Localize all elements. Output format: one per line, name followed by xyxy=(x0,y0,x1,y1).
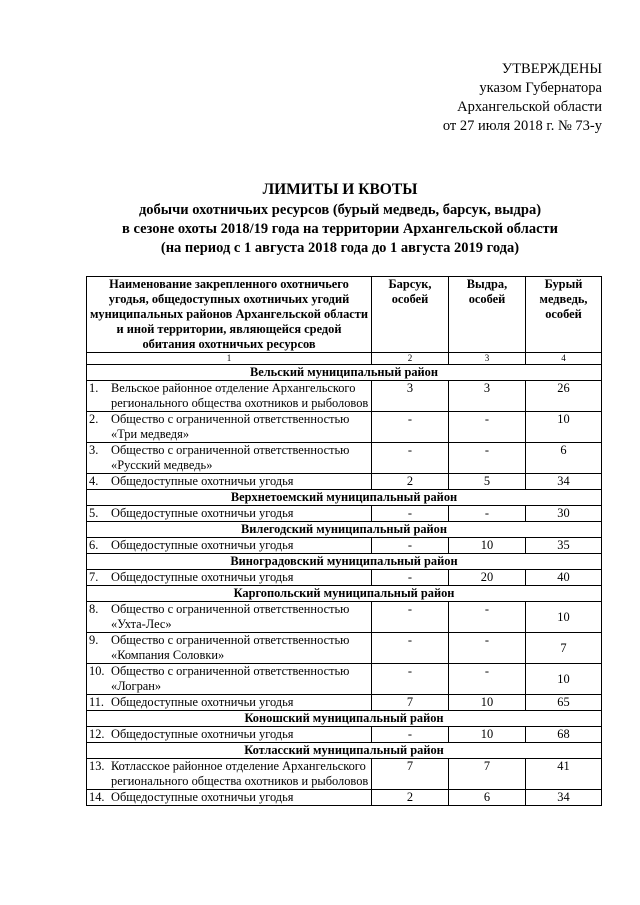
badger-quota: - xyxy=(372,602,449,633)
table-row xyxy=(87,759,602,790)
bear-quota: 7 xyxy=(526,633,602,664)
hunting-ground-cell xyxy=(87,695,372,711)
badger-quota: 7 xyxy=(372,759,449,790)
approval-line-4: от 27 июля 2018 г. № 73-у xyxy=(442,118,602,134)
table-row xyxy=(87,570,602,586)
approval-line-3: Архангельской области xyxy=(457,99,602,115)
otter-quota: - xyxy=(449,664,526,695)
badger-quota: - xyxy=(372,412,449,443)
district-row xyxy=(87,554,602,570)
otter-quota: 10 xyxy=(449,695,526,711)
hunting-ground-cell xyxy=(87,538,372,554)
hunting-ground-name: Общедоступные охотничьи угодья xyxy=(111,727,294,741)
otter-quota: 10 xyxy=(449,538,526,554)
table-row xyxy=(87,506,602,522)
district-row xyxy=(87,365,602,381)
hunting-ground-cell xyxy=(87,602,372,633)
title-line-3: в сезоне охоты 2018/19 года на территории Архангельской области xyxy=(122,221,558,237)
bear-quota: 6 xyxy=(526,443,602,474)
badger-quota: 2 xyxy=(372,474,449,490)
table-row xyxy=(87,727,602,743)
row-number: 11. xyxy=(89,695,105,709)
district-name: Котласский муниципальный район xyxy=(87,743,602,759)
district-row xyxy=(87,743,602,759)
badger-quota: - xyxy=(372,570,449,586)
header-name: Наименование закрепленного охотничьего угодья, общедоступных охотничьих угодий муниципальных районов Архангельской области и иной территории, являющейся средой обитания охотничьих ресурсов xyxy=(87,277,372,353)
otter-quota: - xyxy=(449,506,526,522)
hunting-ground-cell xyxy=(87,759,372,790)
otter-quota: - xyxy=(449,443,526,474)
row-number: 13. xyxy=(89,759,105,773)
badger-quota: 2 xyxy=(372,790,449,806)
title-main: ЛИМИТЫ И КВОТЫ xyxy=(262,181,418,198)
title-line-2: добычи охотничьих ресурсов (бурый медведь, барсук, выдра) xyxy=(138,202,542,218)
badger-quota: 3 xyxy=(372,381,449,412)
otter-quota: 6 xyxy=(449,790,526,806)
table-row xyxy=(87,633,602,664)
hunting-ground-cell xyxy=(87,664,372,695)
document-title xyxy=(80,180,600,258)
bear-quota: 68 xyxy=(526,727,602,743)
hunting-ground-cell xyxy=(87,506,372,522)
hunting-ground-cell xyxy=(87,443,372,474)
row-number: 9. xyxy=(89,633,99,647)
table-row xyxy=(87,602,602,633)
approval-line-2: указом Губернатора xyxy=(479,80,602,96)
badger-quota: - xyxy=(372,727,449,743)
hunting-ground-cell xyxy=(87,381,372,412)
badger-quota: - xyxy=(372,664,449,695)
approval-line-1: УТВЕРЖДЕНЫ xyxy=(501,61,602,77)
badger-quota: - xyxy=(372,633,449,664)
row-number: 6. xyxy=(89,538,99,552)
bear-quota: 34 xyxy=(526,790,602,806)
district-name: Верхнетоемский муниципальный район xyxy=(87,490,602,506)
district-row xyxy=(87,522,602,538)
bear-quota: 10 xyxy=(526,602,602,633)
otter-quota: 5 xyxy=(449,474,526,490)
column-number: 3 xyxy=(449,353,526,365)
otter-quota: 20 xyxy=(449,570,526,586)
row-number: 5. xyxy=(89,506,99,520)
row-number: 1. xyxy=(89,381,99,395)
bear-quota: 34 xyxy=(526,474,602,490)
table-row xyxy=(87,474,602,490)
table-row xyxy=(87,443,602,474)
hunting-ground-name: Общедоступные охотничьи угодья xyxy=(111,506,294,520)
row-number: 14. xyxy=(89,790,105,804)
hunting-ground-name: Общедоступные охотничьи угодья xyxy=(111,695,294,709)
hunting-ground-cell xyxy=(87,633,372,664)
hunting-ground-cell xyxy=(87,727,372,743)
bear-quota: 30 xyxy=(526,506,602,522)
table-body xyxy=(87,365,602,806)
hunting-ground-name: Общество с ограниченной ответственностью «Компания Соловки» xyxy=(111,633,350,662)
table-row xyxy=(87,538,602,554)
hunting-ground-cell xyxy=(87,570,372,586)
otter-quota: - xyxy=(449,633,526,664)
row-number: 10. xyxy=(89,664,105,678)
badger-quota: - xyxy=(372,443,449,474)
hunting-ground-name: Вельское районное отделение Архангельского регионального общества охотников и рыболовов xyxy=(111,381,369,410)
hunting-ground-name: Общество с ограниченной ответственностью «Ухта-Лес» xyxy=(111,602,350,631)
table-row xyxy=(87,412,602,443)
bear-quota: 10 xyxy=(526,664,602,695)
hunting-ground-name: Общедоступные охотничьи угодья xyxy=(111,790,294,804)
header-bear: Бурый медведь, особей xyxy=(526,277,602,353)
badger-quota: 7 xyxy=(372,695,449,711)
bear-quota: 35 xyxy=(526,538,602,554)
row-number: 12. xyxy=(89,727,105,741)
hunting-ground-cell xyxy=(87,790,372,806)
badger-quota: - xyxy=(372,506,449,522)
row-number: 7. xyxy=(89,570,99,584)
district-name: Каргопольский муниципальный район xyxy=(87,586,602,602)
district-row xyxy=(87,586,602,602)
district-row xyxy=(87,490,602,506)
approval-block xyxy=(443,60,602,136)
hunting-ground-name: Котласское районное отделение Архангельского регионального общества охотников и рыболовов xyxy=(111,759,369,788)
otter-quota: 10 xyxy=(449,727,526,743)
hunting-ground-name: Общедоступные охотничьи угодья xyxy=(111,474,294,488)
badger-quota: - xyxy=(372,538,449,554)
hunting-ground-name: Общедоступные охотничьи угодья xyxy=(111,538,294,552)
table-row xyxy=(87,790,602,806)
column-number-row xyxy=(87,353,602,365)
header-otter: Выдра, особей xyxy=(449,277,526,353)
district-name: Вельский муниципальный район xyxy=(87,365,602,381)
hunting-ground-name: Общество с ограниченной ответственностью «Русский медведь» xyxy=(111,443,350,472)
hunting-ground-name: Общество с ограниченной ответственностью «Логран» xyxy=(111,664,350,693)
hunting-ground-cell xyxy=(87,412,372,443)
otter-quota: 7 xyxy=(449,759,526,790)
hunting-ground-cell xyxy=(87,474,372,490)
bear-quota: 40 xyxy=(526,570,602,586)
otter-quota: 3 xyxy=(449,381,526,412)
bear-quota: 41 xyxy=(526,759,602,790)
district-row xyxy=(87,711,602,727)
header-badger: Барсук, особей xyxy=(372,277,449,353)
row-number: 4. xyxy=(89,474,99,488)
hunting-ground-name: Общество с ограниченной ответственностью «Три медведя» xyxy=(111,412,350,441)
district-name: Вилегодский муниципальный район xyxy=(87,522,602,538)
row-number: 3. xyxy=(89,443,99,457)
column-number: 4 xyxy=(526,353,602,365)
row-number: 2. xyxy=(89,412,99,426)
column-number: 1 xyxy=(87,353,372,365)
otter-quota: - xyxy=(449,602,526,633)
bear-quota: 26 xyxy=(526,381,602,412)
table-row xyxy=(87,381,602,412)
title-line-4: (на период с 1 августа 2018 года до 1 августа 2019 года) xyxy=(160,240,520,256)
hunting-ground-name: Общедоступные охотничьи угодья xyxy=(111,570,294,584)
column-number: 2 xyxy=(372,353,449,365)
otter-quota: - xyxy=(449,412,526,443)
row-number: 8. xyxy=(89,602,99,616)
bear-quota: 65 xyxy=(526,695,602,711)
bear-quota: 10 xyxy=(526,412,602,443)
district-name: Виноградовский муниципальный район xyxy=(87,554,602,570)
table-row xyxy=(87,695,602,711)
table-row xyxy=(87,664,602,695)
limits-table xyxy=(86,276,602,806)
header-row xyxy=(87,277,602,353)
district-name: Коношский муниципальный район xyxy=(87,711,602,727)
